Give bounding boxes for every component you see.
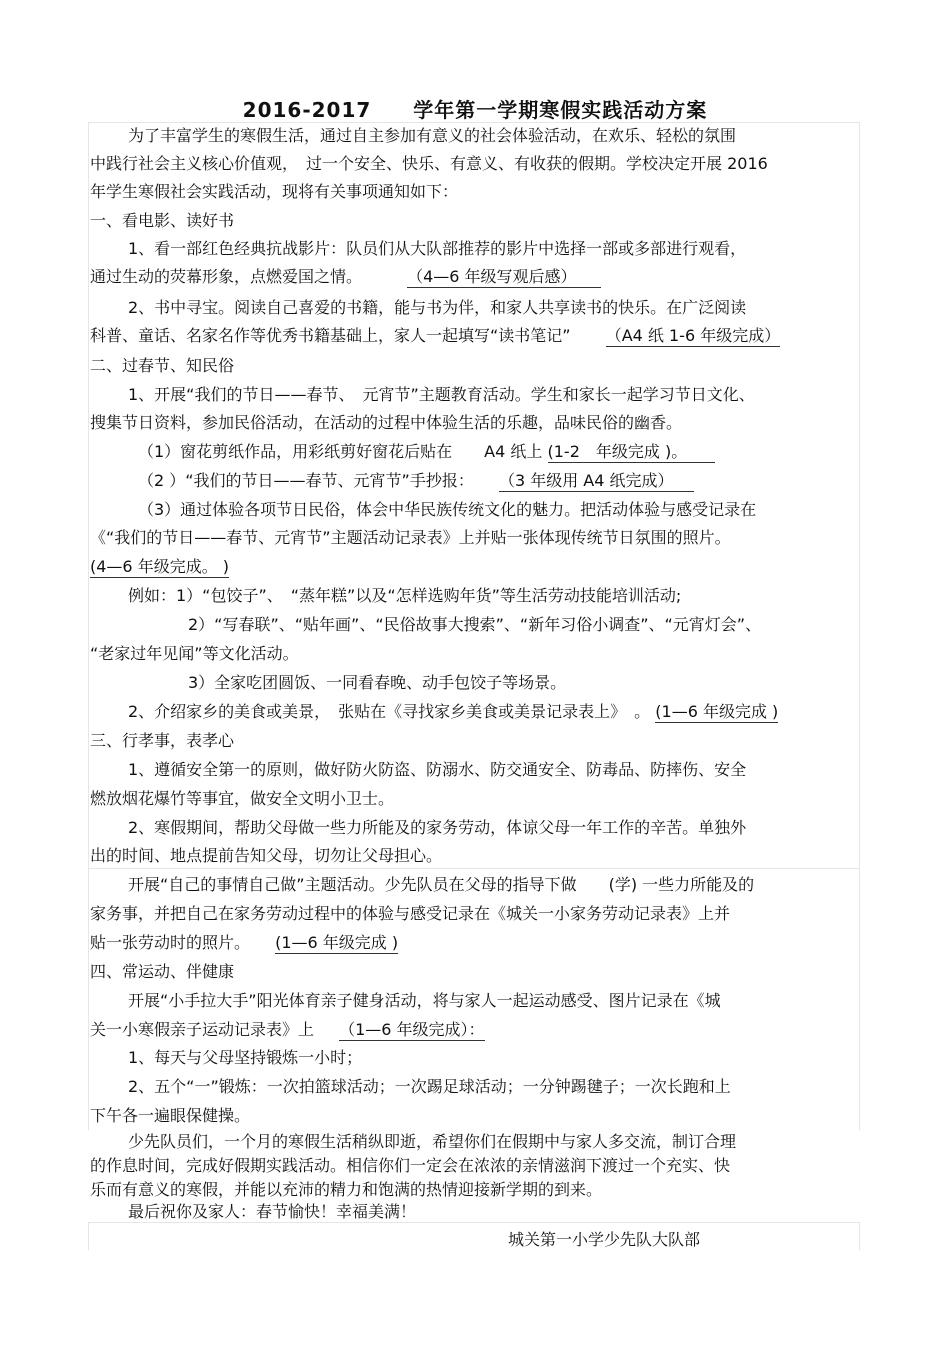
paragraph-line: 例如：1）“包饺子”、 “蒸年糕”以及“怎样选购年货”等生活劳动技能培训活动; (128, 586, 682, 605)
table-frame (88, 1222, 860, 1250)
paragraph-line: 2、五个“一”锻炼：一次拍篮球活动；一次踢足球活动；一分钟踢毽子；一次长跑和上 (128, 1077, 731, 1096)
paragraph-line (90, 556, 229, 578)
paragraph-line: 1、遵循安全第一的原则，做好防火防盗、防溺水、防交通安全、防毒品、防摔伤、安全 (128, 760, 747, 779)
paragraph-line (128, 701, 778, 723)
document-title: 2016-2017 学年第一学期寒假实践活动方案 (242, 98, 708, 122)
paragraph-text: （1）窗花剪纸作品，用彩纸剪好窗花后贴在 A4 纸上 (138, 442, 543, 461)
section-heading: 二、过春节、知民俗 (90, 356, 235, 375)
table-rule (88, 868, 860, 869)
grade-note: (4—6 年级完成。 ) (90, 557, 230, 576)
paragraph-line (138, 470, 694, 492)
paragraph-line: 出的时间、地点提前告知父母，切勿让父母担心。 (90, 846, 443, 865)
grade-note: （3 年级用 A4 纸完成） (499, 471, 694, 492)
paragraph-line (90, 1019, 485, 1041)
paragraph-line: 乐而有意义的寒假，并能以充沛的精力和饱满的热情迎接新学期的到来。 (90, 1180, 603, 1199)
paragraph-line (138, 441, 715, 463)
paragraph-text: 贴一张劳动时的照片。 (90, 933, 251, 952)
paragraph-line: 中践行社会主义核心价值观， 过一个安全、快乐、有意义、有收获的假期。学校决定开展 2016 (90, 154, 768, 173)
grade-note: (1—6 年级完成 ) (275, 933, 399, 952)
paragraph-line (90, 266, 601, 288)
paragraph-line: 燃放烟花爆竹等事宜，做安全文明小卫士。 (90, 789, 395, 808)
grade-note: （4—6 年级写观后感） (407, 267, 600, 288)
paragraph-line: 的作息时间，完成好假期实践活动。相信你们一定会在浓浓的亲情滋润下渡过一个充实、快 (90, 1156, 731, 1175)
grade-note: （1—6 年级完成）： (339, 1020, 485, 1039)
paragraph-line: 家务事，并把自己在家务劳动过程中的体验与感受记录在《城关一小家务劳动记录表》上并 (90, 904, 731, 923)
paragraph-line: 搜集节日资料，参加民俗活动，在活动的过程中体验生活的乐趣，品味民俗的幽香。 (90, 413, 683, 432)
paragraph-line: 1、开展“我们的节日——春节、 元宵节”主题教育活动。学生和家长一起学习节日文化、 (128, 385, 755, 404)
paragraph-line: 下午各一遍眼保健操。 (90, 1106, 251, 1125)
paragraph-line: 为了丰富学生的寒假生活，通过自主参加有意义的社会体验活动，在欢乐、轻松的氛围 (128, 126, 737, 145)
paragraph-line: 2）“写春联”、“贴年画”、“民俗故事大搜索”、“新年习俗小调查”、“元宵灯会”、 (188, 615, 762, 634)
paragraph-text: 通过生动的荧幕形象，点燃爱国之情。 (90, 267, 363, 286)
signature: 城关第一小学少先队大队部 (508, 1230, 701, 1249)
section-heading: 三、行孝事，表孝心 (90, 731, 235, 750)
paragraph-line: 1、看一部红色经典抗战影片：队员们从大队部推荐的影片中选择一部或多部进行观看， (128, 239, 747, 258)
paragraph-line: 1、每天与父母坚持锻炼一小时； (128, 1048, 363, 1067)
paragraph-line: （3）通过体验各项节日民俗，体会中华民族传统文化的魅力。把活动体验与感受记录在 (138, 500, 757, 519)
closing-wish: 最后祝你及家人：春节愉快！幸福美满！ (128, 1202, 417, 1221)
paragraph-line: 开展“自己的事情自己做”主题活动。少先队员在父母的指导下做 (学) 一些力所能及的 (128, 875, 755, 894)
table-frame (88, 122, 860, 868)
paragraph-line: 开展“小手拉大手”阳光体育亲子健身活动，将与家人一起运动感受、图片记录在《城 (128, 991, 721, 1010)
paragraph-line: 2、书中寻宝。阅读自己喜爱的书籍，能与书为伴，和家人共享读书的快乐。在广泛阅读 (128, 298, 747, 317)
paragraph-line: 2、寒假期间，帮助父母做一些力所能及的家务劳动，体谅父母一年工作的辛苦。单独外 (128, 818, 747, 837)
paragraph-line: 《“我们的节日——春节、元宵节”主题活动记录表》上并贴一张体现传统节日氛围的照片。 (90, 528, 731, 547)
paragraph-text: 关一小寒假亲子运动记录表》上 (90, 1020, 315, 1039)
grade-note: （A4 纸 1-6 年级完成） (605, 326, 781, 345)
grade-note: (1-2 年级完成 )。 (548, 442, 716, 463)
paragraph-line: “老家过年见闻”等文化活动。 (90, 644, 299, 663)
paragraph-line: 年学生寒假社会实践活动，现将有关事项通知如下： (90, 182, 459, 201)
paragraph-line: 少先队员们，一个月的寒假生活稍纵即逝，希望你们在假期中与家人多交流，制订合理 (128, 1132, 737, 1151)
paragraph-text: 2、介绍家乡的美食或美景， 张贴在《寻找家乡美食或美景记录表上》 。 (128, 702, 651, 721)
grade-note: (1—6 年级完成 ) (655, 702, 779, 721)
section-heading: 一、看电影、读好书 (90, 211, 235, 230)
paragraph-text: （2 ）“我们的节日——春节、元宵节”手抄报： (138, 471, 474, 490)
paragraph-line (90, 932, 398, 954)
paragraph-line (90, 325, 780, 347)
paragraph-line: 3）全家吃团圆饭、一同看春晚、动手包饺子等场景。 (188, 673, 567, 692)
section-heading: 四、常运动、伴健康 (90, 962, 235, 981)
paragraph-text: 科普、童话、名家名作等优秀书籍基础上，家人一起填写“读书笔记” (90, 326, 571, 345)
